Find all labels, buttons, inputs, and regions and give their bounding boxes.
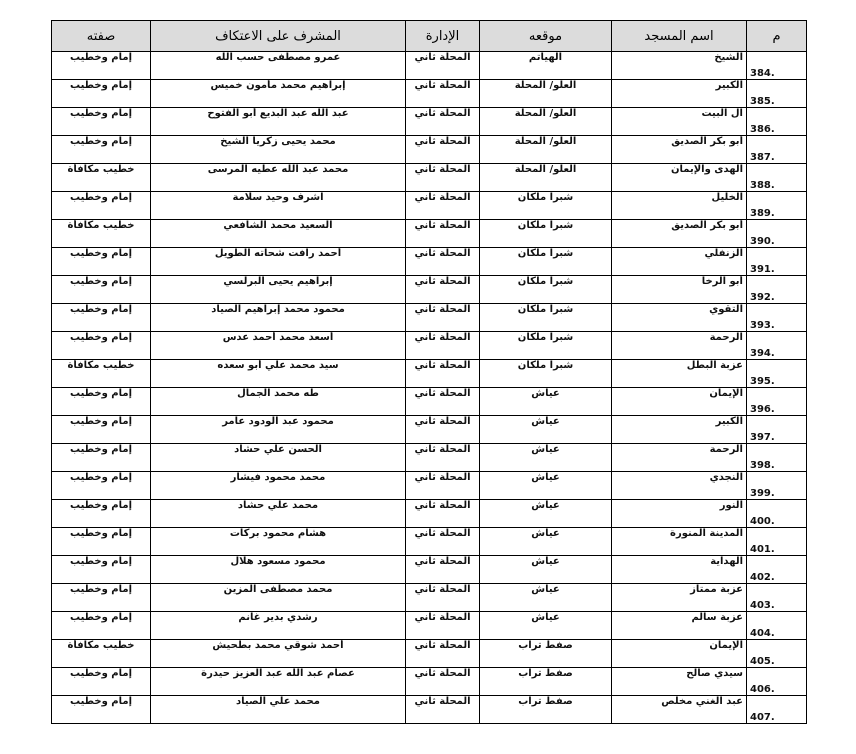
mosque-name: آل البيت — [612, 108, 747, 136]
administration: المحلة ثاني — [406, 612, 480, 640]
supervisor-role: خطيب مكافأة — [52, 640, 151, 668]
supervisor-name: محمود مسعود هلال — [151, 556, 406, 584]
mosque-name: الرحمة — [612, 332, 747, 360]
mosque-name: الكبير — [612, 80, 747, 108]
administration: المحلة ثاني — [406, 304, 480, 332]
mosque-name: سيدي صالح — [612, 668, 747, 696]
supervisor-role: إمام وخطيب — [52, 696, 151, 724]
administration: المحلة ثاني — [406, 52, 480, 80]
mosque-location: شبرا ملكان — [480, 360, 612, 388]
mosque-location: صفط تراب — [480, 696, 612, 724]
administration: المحلة ثاني — [406, 80, 480, 108]
mosque-location: شبرا ملكان — [480, 192, 612, 220]
table-row — [52, 248, 807, 276]
mosque-location: عياش — [480, 444, 612, 472]
row-number: 400. — [747, 500, 807, 528]
mosque-name: التقوي — [612, 304, 747, 332]
supervisor-name: محمد عبد الله عطيه المرسى — [151, 164, 406, 192]
mosque-name: أبو بكر الصديق — [612, 220, 747, 248]
administration: المحلة ثاني — [406, 220, 480, 248]
row-number: 402. — [747, 556, 807, 584]
supervisor-role: إمام وخطيب — [52, 136, 151, 164]
mosque-name: الشيخ — [612, 52, 747, 80]
header-role: صفته — [52, 21, 151, 52]
supervisor-name: طه محمد الجمال — [151, 388, 406, 416]
supervisor-role: إمام وخطيب — [52, 52, 151, 80]
header-location: موقعه — [480, 21, 612, 52]
table-row — [52, 192, 807, 220]
supervisor-role: إمام وخطيب — [52, 444, 151, 472]
row-number: 399. — [747, 472, 807, 500]
supervisor-name: محمود عبد الودود عامر — [151, 416, 406, 444]
row-number: 403. — [747, 584, 807, 612]
administration: المحلة ثاني — [406, 528, 480, 556]
mosque-name: الهداية — [612, 556, 747, 584]
mosque-name: الهدى والإيمان — [612, 164, 747, 192]
row-number: 391. — [747, 248, 807, 276]
row-number: 384. — [747, 52, 807, 80]
mosque-location: العلو/ المحلة — [480, 164, 612, 192]
row-number: 386. — [747, 108, 807, 136]
mosque-location: عياش — [480, 472, 612, 500]
row-number: 396. — [747, 388, 807, 416]
supervisor-role: إمام وخطيب — [52, 304, 151, 332]
mosque-name: المدينة المنورة — [612, 528, 747, 556]
administration: المحلة ثاني — [406, 108, 480, 136]
row-number: 398. — [747, 444, 807, 472]
supervisor-role: إمام وخطيب — [52, 192, 151, 220]
table-row — [52, 612, 807, 640]
mosque-location: شبرا ملكان — [480, 304, 612, 332]
row-number: 389. — [747, 192, 807, 220]
mosque-location: صفط تراب — [480, 668, 612, 696]
supervisor-name: عبد الله عبد البديع أبو الفتوح — [151, 108, 406, 136]
row-number: 387. — [747, 136, 807, 164]
administration: المحلة ثاني — [406, 668, 480, 696]
table-row — [52, 500, 807, 528]
administration: المحلة ثاني — [406, 164, 480, 192]
mosque-location: شبرا ملكان — [480, 248, 612, 276]
table-row — [52, 668, 807, 696]
supervisor-name: أحمد رافت شحاته الطويل — [151, 248, 406, 276]
mosque-name: الزنفلي — [612, 248, 747, 276]
mosque-location: الهياتم — [480, 52, 612, 80]
supervisor-name: رشدي بدير غانم — [151, 612, 406, 640]
header-row — [52, 21, 807, 52]
mosque-name: عزبة ممتاز — [612, 584, 747, 612]
header-administration: الإدارة — [406, 21, 480, 52]
supervisor-role: إمام وخطيب — [52, 500, 151, 528]
supervisor-role: إمام وخطيب — [52, 556, 151, 584]
table-row — [52, 304, 807, 332]
mosque-name: النور — [612, 500, 747, 528]
header-num: م — [747, 21, 807, 52]
supervisor-name: محمد علي حشاد — [151, 500, 406, 528]
administration: المحلة ثاني — [406, 444, 480, 472]
table-row — [52, 444, 807, 472]
mosque-location: صفط تراب — [480, 640, 612, 668]
supervisor-role: إمام وخطيب — [52, 108, 151, 136]
supervisor-name: عصام عبد الله عبد العزيز حيدرة — [151, 668, 406, 696]
table-row — [52, 472, 807, 500]
row-number: 404. — [747, 612, 807, 640]
mosque-location: عياش — [480, 556, 612, 584]
supervisor-role: إمام وخطيب — [52, 528, 151, 556]
table-body — [52, 52, 807, 724]
header-mosque: اسم المسجد — [612, 21, 747, 52]
supervisor-name: اشرف وحيد سلامة — [151, 192, 406, 220]
row-number: 397. — [747, 416, 807, 444]
mosque-location: عياش — [480, 500, 612, 528]
row-number: 393. — [747, 304, 807, 332]
table-row — [52, 360, 807, 388]
row-number: 406. — [747, 668, 807, 696]
mosque-location: شبرا ملكان — [480, 276, 612, 304]
supervisor-role: إمام وخطيب — [52, 584, 151, 612]
supervisor-role: إمام وخطيب — [52, 388, 151, 416]
supervisor-name: السعيد محمد الشافعي — [151, 220, 406, 248]
mosque-name: عبد الغني مخلص — [612, 696, 747, 724]
table-row — [52, 640, 807, 668]
row-number: 385. — [747, 80, 807, 108]
supervisor-role: إمام وخطيب — [52, 248, 151, 276]
mosque-name: الرحمة — [612, 444, 747, 472]
header-supervisor: المشرف على الاعتكاف — [151, 21, 406, 52]
supervisor-name: محمد علي الصياد — [151, 696, 406, 724]
mosque-name: الكبير — [612, 416, 747, 444]
administration: المحلة ثاني — [406, 248, 480, 276]
administration: المحلة ثاني — [406, 472, 480, 500]
supervisor-name: محمد محمود فيشار — [151, 472, 406, 500]
supervisor-role: خطيب مكافأة — [52, 360, 151, 388]
table-row — [52, 332, 807, 360]
row-number: 395. — [747, 360, 807, 388]
supervisor-name: محمد يحيى زكريا الشيخ — [151, 136, 406, 164]
administration: المحلة ثاني — [406, 276, 480, 304]
row-number: 405. — [747, 640, 807, 668]
table-row — [52, 136, 807, 164]
row-number: 407. — [747, 696, 807, 724]
mosque-location: شبرا ملكان — [480, 220, 612, 248]
mosque-name: الخليل — [612, 192, 747, 220]
mosque-location: عياش — [480, 584, 612, 612]
mosque-location: العلو/ المحلة — [480, 108, 612, 136]
supervisor-role: إمام وخطيب — [52, 612, 151, 640]
supervisor-name: عمرو مصطفى حسب الله — [151, 52, 406, 80]
supervisor-role: إمام وخطيب — [52, 668, 151, 696]
row-number: 401. — [747, 528, 807, 556]
supervisor-name: إبراهيم يحيى البرلسي — [151, 276, 406, 304]
mosque-location: شبرا ملكان — [480, 332, 612, 360]
administration: المحلة ثاني — [406, 388, 480, 416]
mosque-location: العلو/ المحلة — [480, 80, 612, 108]
table-row — [52, 528, 807, 556]
administration: المحلة ثاني — [406, 500, 480, 528]
mosque-location: عياش — [480, 528, 612, 556]
mosque-name: الإيمان — [612, 388, 747, 416]
supervisor-name: هشام محمود بركات — [151, 528, 406, 556]
mosque-name: أبو بكر الصديق — [612, 136, 747, 164]
mosque-location: عياش — [480, 612, 612, 640]
supervisor-role: خطيب مكافأة — [52, 164, 151, 192]
table-row — [52, 696, 807, 724]
mosque-name: النجدي — [612, 472, 747, 500]
table-row — [52, 220, 807, 248]
supervisor-name: محمد مصطفى المزين — [151, 584, 406, 612]
administration: المحلة ثاني — [406, 192, 480, 220]
mosque-table — [51, 20, 807, 724]
supervisor-name: سيد محمد علي أبو سعده — [151, 360, 406, 388]
supervisor-name: إبراهيم محمد مأمون خميس — [151, 80, 406, 108]
supervisor-role: إمام وخطيب — [52, 472, 151, 500]
mosque-name: عزبة البطل — [612, 360, 747, 388]
supervisor-role: خطيب مكافأة — [52, 220, 151, 248]
table-row — [52, 164, 807, 192]
mosque-location: عياش — [480, 416, 612, 444]
table-header — [52, 21, 807, 52]
administration: المحلة ثاني — [406, 416, 480, 444]
table-row — [52, 388, 807, 416]
administration: المحلة ثاني — [406, 556, 480, 584]
mosque-name: عزبة سالم — [612, 612, 747, 640]
administration: المحلة ثاني — [406, 696, 480, 724]
table-row — [52, 584, 807, 612]
table-row — [52, 416, 807, 444]
row-number: 388. — [747, 164, 807, 192]
table-row — [52, 52, 807, 80]
mosque-location: العلو/ المحلة — [480, 136, 612, 164]
row-number: 390. — [747, 220, 807, 248]
row-number: 394. — [747, 332, 807, 360]
table-row — [52, 80, 807, 108]
supervisor-role: إمام وخطيب — [52, 80, 151, 108]
supervisor-role: إمام وخطيب — [52, 416, 151, 444]
row-number: 392. — [747, 276, 807, 304]
administration: المحلة ثاني — [406, 640, 480, 668]
table-row — [52, 556, 807, 584]
supervisor-name: الحسن علي حشاد — [151, 444, 406, 472]
mosque-name: أبو الرخا — [612, 276, 747, 304]
administration: المحلة ثاني — [406, 332, 480, 360]
supervisor-role: إمام وخطيب — [52, 332, 151, 360]
supervisor-name: أحمد شوقي محمد بطحيش — [151, 640, 406, 668]
supervisor-name: أسعد محمد أحمد عدس — [151, 332, 406, 360]
table-row — [52, 276, 807, 304]
table-row — [52, 108, 807, 136]
supervisor-name: محمود محمد إبراهيم الصياد — [151, 304, 406, 332]
administration: المحلة ثاني — [406, 584, 480, 612]
mosque-location: عياش — [480, 388, 612, 416]
administration: المحلة ثاني — [406, 136, 480, 164]
mosque-name: الإيمان — [612, 640, 747, 668]
administration: المحلة ثاني — [406, 360, 480, 388]
supervisor-role: إمام وخطيب — [52, 276, 151, 304]
